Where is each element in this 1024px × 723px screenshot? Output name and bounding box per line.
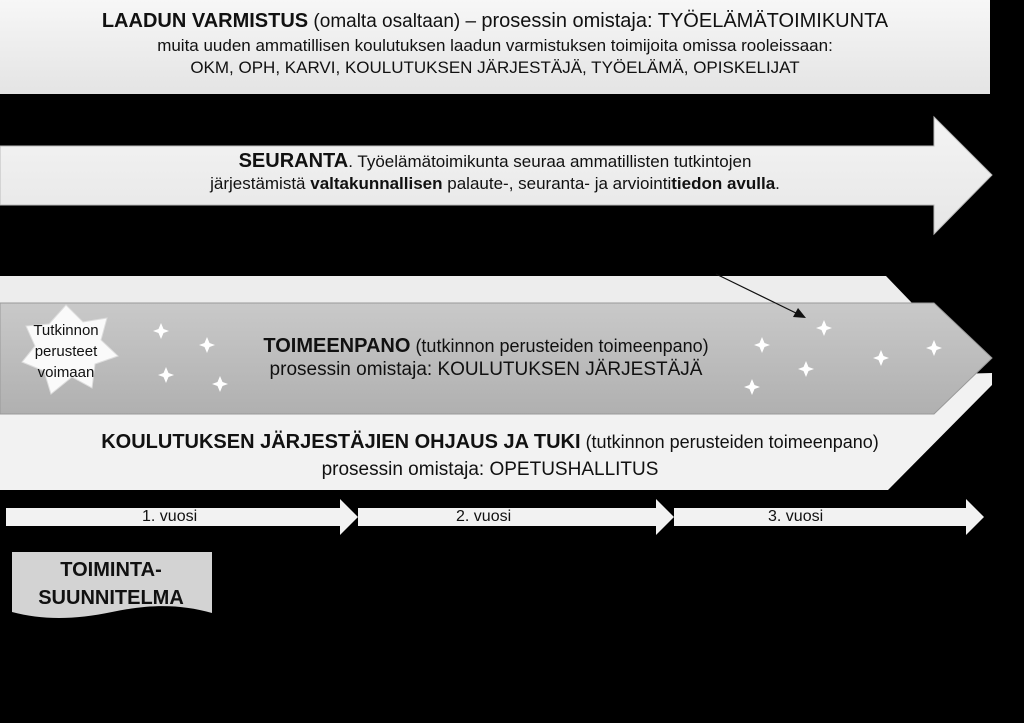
monitoring-line-1-rest: . Työelämätoimikunta seuraa ammatillisten tutkintojen xyxy=(348,152,752,171)
star-label-line: voimaan xyxy=(37,364,95,381)
year-arrow-2 xyxy=(358,499,674,535)
implementation-heading xyxy=(216,334,756,358)
action-plan-label xyxy=(16,556,206,612)
quality-assurance-heading xyxy=(0,8,990,35)
action-plan-line: TOIMINTA- xyxy=(60,559,162,581)
year-label-1: 1. vuosi xyxy=(142,508,198,525)
guidance-support-owner: prosessin omistaja: OPETUSHALLITUS xyxy=(321,459,659,480)
guidance-support-text xyxy=(0,428,980,484)
implementation-owner: prosessin omistaja: KOULUTUKSEN JÄRJESTÄJÄ xyxy=(269,359,703,380)
quality-assurance-text xyxy=(0,8,990,79)
year-label-2: 2. vuosi xyxy=(456,508,512,525)
monitoring-text-bold: tiedon avulla xyxy=(671,174,776,193)
monitoring-line-1 xyxy=(0,150,990,173)
action-plan-line: SUUNNITELMA xyxy=(38,587,184,609)
star-label-line: Tutkinnon xyxy=(33,322,99,339)
year-label-3: 3. vuosi xyxy=(768,508,824,525)
guidance-support-title: KOULUTUKSEN JÄRJESTÄJIEN OHJAUS JA TUKI xyxy=(101,431,581,453)
monitoring-text xyxy=(0,150,990,195)
background-strip xyxy=(0,276,912,303)
implementation-text xyxy=(216,334,756,382)
implementation-title: TOIMEENPANO xyxy=(263,335,411,357)
year-arrow-3 xyxy=(674,499,984,535)
monitoring-line-2 xyxy=(0,173,990,195)
star-label xyxy=(14,320,118,383)
quality-assurance-actor-list: OKM, OPH, KARVI, KOULUTUKSEN JÄRJESTÄJÄ, TYÖELÄMÄ, OPISKELIJAT xyxy=(190,58,800,77)
monitoring-text-part: palaute-, seuranta- ja arviointi xyxy=(447,174,672,193)
quality-assurance-actors: muita uuden ammatillisen koulutuksen laadun varmistuksen toimijoita omissa rooleissaan: xyxy=(157,36,833,55)
quality-assurance-title: LAADUN VARMISTUS xyxy=(101,10,309,32)
star-label-line: perusteet xyxy=(34,343,98,360)
guidance-support-heading xyxy=(0,428,980,456)
monitoring-title: SEURANTA xyxy=(238,150,349,172)
monitoring-text-bold: valtakunnallisen xyxy=(310,174,443,193)
implementation-note: (tutkinnon perusteiden toimeenpano) xyxy=(415,336,709,356)
guidance-support-note: (tutkinnon perusteiden toimeenpano) xyxy=(585,432,879,452)
quality-assurance-owner: prosessin omistaja: TYÖELÄMÄTOIMIKUNTA xyxy=(481,10,889,32)
monitoring-text-part: järjestämistä xyxy=(210,174,306,193)
quality-assurance-note: (omalta osaltaan) – xyxy=(313,11,477,32)
monitoring-text-part: . xyxy=(775,174,780,193)
